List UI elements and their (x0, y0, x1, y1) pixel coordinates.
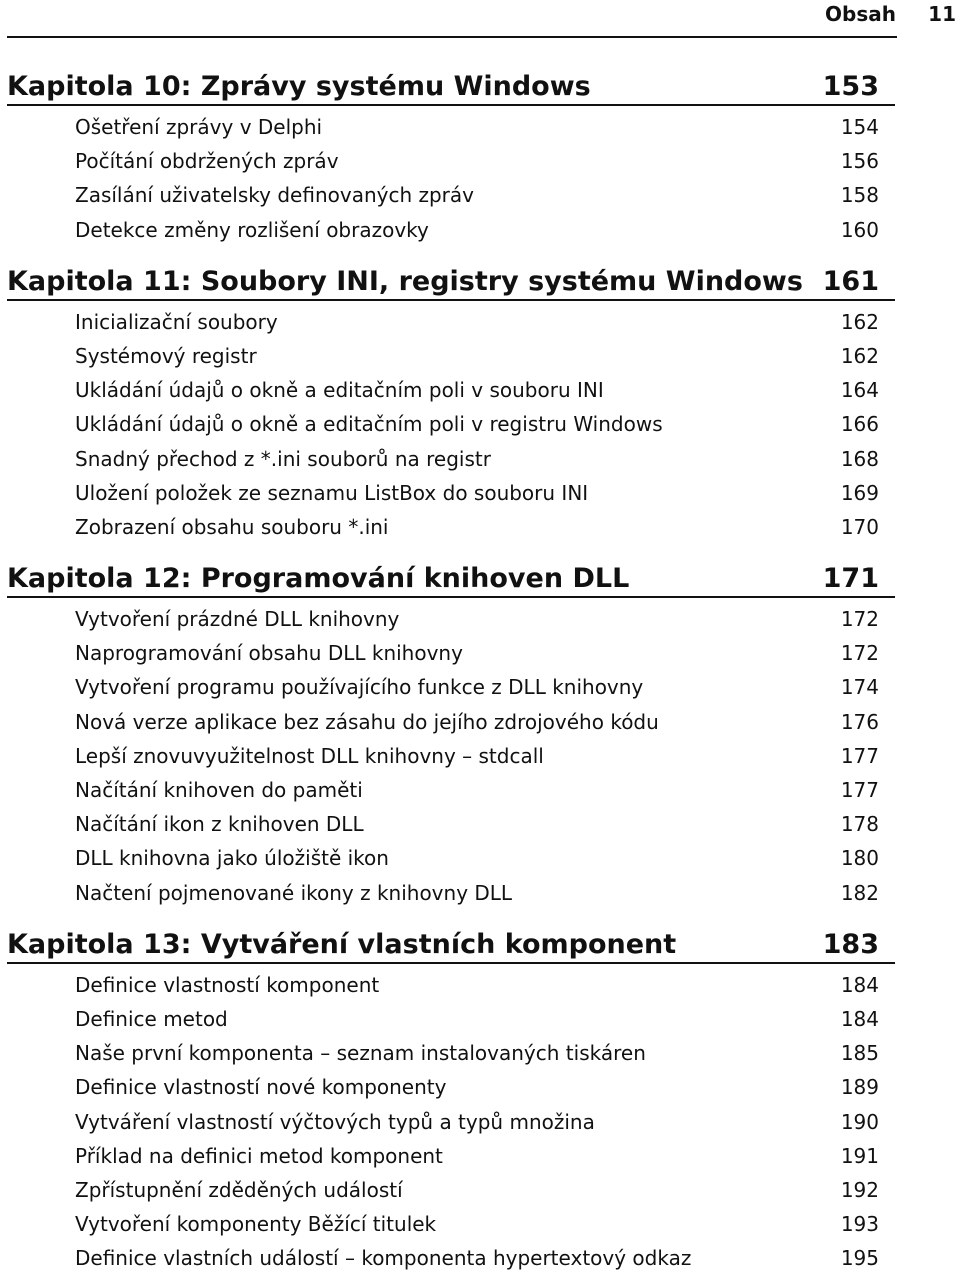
toc-entry-page-number: 170 (840, 514, 879, 539)
toc-entry[interactable] (7, 1107, 895, 1141)
chapter-heading[interactable] (7, 70, 895, 106)
toc-entry[interactable] (7, 809, 895, 843)
chapter-page-number: 171 (822, 563, 879, 595)
toc-entry[interactable] (7, 604, 895, 638)
toc-entry-title: Naše první komponenta – seznam instalovaných tiskáren (75, 1041, 646, 1066)
toc-entry-page-number: 166 (840, 412, 879, 437)
toc-entry[interactable] (7, 409, 895, 443)
toc-entry-title: Zasílání uživatelsky definovaných zpráv (75, 183, 474, 208)
toc-entry-page-number: 178 (840, 812, 879, 837)
toc-entry-page-number: 162 (840, 343, 879, 368)
toc-entry-page-number: 176 (840, 709, 879, 734)
toc-entry-page-number: 177 (840, 743, 879, 768)
toc-entry-title: Načítání ikon z knihoven DLL (75, 812, 364, 837)
toc-entry[interactable] (7, 180, 895, 214)
toc-entry-title: Příklad na definici metod komponent (75, 1143, 443, 1168)
toc-entry-title: Nová verze aplikace bez zásahu do jejího zdrojového kódu (75, 709, 659, 734)
toc-entry-page-number: 184 (840, 1006, 879, 1031)
page-number: 11 (928, 2, 956, 26)
toc-entry[interactable] (7, 707, 895, 741)
toc-entry-page-number: 195 (840, 1246, 879, 1271)
toc-entry-page-number: 192 (840, 1177, 879, 1202)
chapter-heading[interactable] (7, 265, 895, 301)
chapter-heading[interactable] (7, 562, 895, 598)
toc-entry-title: Zobrazení obsahu souboru *.ini (75, 514, 389, 539)
toc-entry-title: Ukládání údajů o okně a editačním poli v souboru INI (75, 378, 604, 403)
toc-entry[interactable] (7, 512, 895, 546)
toc-entry-page-number: 180 (840, 846, 879, 871)
toc-entry-title: Ošetření zprávy v Delphi (75, 115, 323, 139)
toc-entry-page-number: 160 (840, 217, 879, 242)
toc-entry-title: Načtení pojmenované ikony z knihovny DLL (75, 880, 513, 905)
toc-entry[interactable] (7, 970, 895, 1004)
toc-entry[interactable] (7, 1243, 895, 1277)
toc-entry-page-number: 172 (840, 641, 879, 666)
chapter-heading[interactable] (7, 928, 895, 964)
chapter-title: Kapitola 13: Vytváření vlastních komponent (7, 928, 677, 960)
toc-entry-title: Systémový registr (75, 343, 257, 368)
page-header (0, 0, 960, 38)
toc-entry[interactable] (7, 146, 895, 180)
toc-entry-page-number: 184 (840, 972, 879, 997)
toc-entry[interactable] (7, 444, 895, 478)
toc-entry-title: Zpřístupnění zděděných událostí (75, 1177, 403, 1202)
header-divider (7, 36, 897, 38)
chapter-page-number: 153 (822, 71, 879, 102)
table-of-contents (7, 70, 895, 1277)
toc-entry[interactable] (7, 1072, 895, 1106)
toc-entry-page-number: 156 (840, 149, 879, 174)
toc-entry-title: Počítání obdržených zpráv (75, 149, 339, 174)
toc-entry[interactable] (7, 638, 895, 672)
chapter-title: Kapitola 11: Soubory INI, registry systému Windows (7, 265, 803, 297)
toc-entry-page-number: 154 (840, 115, 879, 139)
toc-entry-page-number: 172 (840, 607, 879, 632)
toc-entry[interactable] (7, 878, 895, 912)
toc-entry-title: Inicializační soubory (75, 309, 278, 334)
toc-entry-page-number: 174 (840, 675, 879, 700)
toc-entry-title: Vytváření vlastností výčtových typů a typů množina (75, 1109, 595, 1134)
toc-entry-page-number: 193 (840, 1212, 879, 1237)
toc-entry[interactable] (7, 843, 895, 877)
section-title: Obsah (825, 2, 896, 26)
toc-entry-page-number: 182 (840, 880, 879, 905)
toc-entry[interactable] (7, 215, 895, 249)
toc-entry[interactable] (7, 741, 895, 775)
toc-entry-page-number: 158 (840, 183, 879, 208)
toc-entry-page-number: 168 (840, 446, 879, 471)
toc-entry-title: Detekce změny rozlišení obrazovky (75, 217, 429, 242)
toc-entry-page-number: 162 (840, 309, 879, 334)
toc-entry-page-number: 189 (840, 1075, 879, 1100)
toc-entry[interactable] (7, 375, 895, 409)
toc-entry[interactable] (7, 1004, 895, 1038)
toc-entry-title: Naprogramování obsahu DLL knihovny (75, 641, 463, 666)
chapter-title: Kapitola 12: Programování knihoven DLL (7, 563, 630, 595)
chapter-title: Kapitola 10: Zprávy systému Windows (7, 71, 591, 102)
chapter-page-number: 161 (822, 265, 879, 297)
toc-entry-page-number: 185 (840, 1041, 879, 1066)
toc-entry-title: DLL knihovna jako úložiště ikon (75, 846, 389, 871)
toc-entry[interactable] (7, 341, 895, 375)
toc-entry-title: Definice metod (75, 1006, 228, 1031)
toc-entry-title: Ukládání údajů o okně a editačním poli v registru Windows (75, 412, 663, 437)
toc-entry-page-number: 190 (840, 1109, 879, 1134)
toc-entry-title: Definice vlastních událostí – komponenta hypertextový odkaz (75, 1246, 692, 1271)
toc-entry-title: Vytvoření komponenty Běžící titulek (75, 1212, 437, 1237)
toc-entry-title: Načítání knihoven do paměti (75, 778, 363, 802)
toc-entry[interactable] (7, 478, 895, 512)
toc-entry-title: Uložení položek ze seznamu ListBox do souboru INI (75, 480, 589, 505)
toc-entry[interactable] (7, 307, 895, 341)
chapter-page-number: 183 (822, 928, 879, 960)
toc-entry[interactable] (7, 1141, 895, 1175)
toc-entry[interactable] (7, 112, 895, 146)
toc-entry-title: Vytvoření prázdné DLL knihovny (75, 607, 400, 632)
toc-entry-title: Definice vlastností nové komponenty (75, 1075, 447, 1100)
toc-entry-page-number: 177 (840, 778, 879, 802)
toc-entry-page-number: 191 (840, 1143, 879, 1168)
toc-entry-title: Definice vlastností komponent (75, 972, 380, 997)
toc-entry-title: Vytvoření programu používajícího funkce z DLL knihovny (75, 675, 644, 700)
toc-entry-title: Snadný přechod z *.ini souborů na registr (75, 446, 491, 471)
toc-entry-title: Lepší znovuvyužitelnost DLL knihovny – stdcall (75, 743, 544, 768)
toc-entry[interactable] (7, 672, 895, 706)
toc-entry[interactable] (7, 1175, 895, 1209)
toc-entry[interactable] (7, 1209, 895, 1243)
toc-entry[interactable] (7, 1038, 895, 1072)
toc-entry-page-number: 164 (840, 378, 879, 403)
toc-entry-page-number: 169 (840, 480, 879, 505)
toc-entry[interactable] (7, 775, 895, 809)
